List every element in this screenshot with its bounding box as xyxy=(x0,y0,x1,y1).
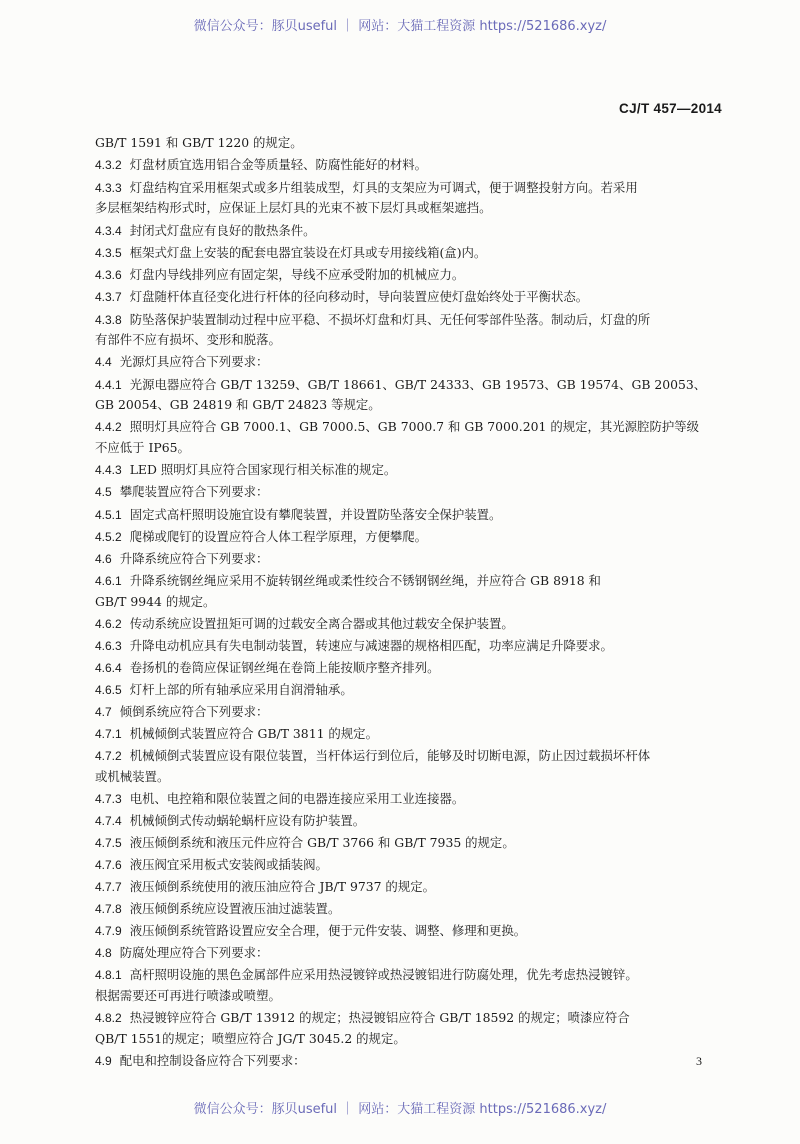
text-line xyxy=(95,573,601,589)
text-line xyxy=(95,180,638,196)
clause-text: 配电和控制设备应符合下列要求： xyxy=(119,1053,306,1068)
clause-text: 灯盘随杆体直径变化进行杆体的径向移动时，导向装置应使灯盘始终处于平衡状态。 xyxy=(129,289,589,304)
text-line xyxy=(95,726,378,742)
clause-number: 4.8 xyxy=(95,946,112,960)
text-line xyxy=(95,813,365,829)
clause-text: 灯盘结构宜采用框架式或多片组装成型，灯具的支架应为可调式，便于调整投射方向。若采用 xyxy=(129,180,638,195)
clause-text: 升降电动机应具有失电制动装置，转速应与减速器的规格相匹配，功率应满足升降要求。 xyxy=(129,638,613,653)
clause-text: 机械倾倒式装置应设有限位装置，当杆体运行到位后，能够及时切断电源，防止因过载损坏杆体 xyxy=(129,748,651,763)
page-number: 3 xyxy=(696,1054,702,1068)
clause-text: 攀爬装置应符合下列要求： xyxy=(119,484,269,499)
clause-text: 框架式灯盘上安装的配套电器宜装设在灯具或专用接线箱(盒)内。 xyxy=(129,245,487,260)
clause-text: 卷扬机的卷筒应保证钢丝绳在卷筒上能按顺序整齐排列。 xyxy=(129,660,440,675)
clause-text: 固定式高杆照明设施宜设有攀爬装置，并设置防坠落安全保护装置。 xyxy=(129,507,502,522)
clause-text: 光源电器应符合 GB/T 13259、GB/T 18661、GB/T 24333、GB 19573、GB 19574、GB 20053、 xyxy=(129,377,707,392)
watermark-banner-top: 微信公众号：豚贝useful ｜ 网站：大猫工程资源 https://521686.xyz/ xyxy=(193,19,607,34)
clause-number: 4.7.3 xyxy=(95,792,122,806)
clause-text: 爬梯或爬钉的设置应符合人体工程学原理，方便攀爬。 xyxy=(129,529,428,544)
clause-number: 4.3.3 xyxy=(95,181,122,195)
clause-number: 4.6.1 xyxy=(95,574,122,588)
clause-number: 4.7.4 xyxy=(95,814,122,828)
text-line xyxy=(95,1053,306,1069)
text-line xyxy=(95,245,486,261)
clause-text: 或机械装置。 xyxy=(95,769,170,784)
clause-number: 4.7.5 xyxy=(95,836,122,850)
clause-number: 4.7.7 xyxy=(95,880,122,894)
clause-text: 升降系统钢丝绳应采用不旋转钢丝绳或柔性绞合不锈钢钢丝绳，并应符合 GB 8918 和 xyxy=(129,573,601,588)
clause-number: 4.4.1 xyxy=(95,378,122,392)
clause-text: GB/T 1591 和 GB/T 1220 的规定。 xyxy=(95,135,303,150)
clause-number: 4.7.9 xyxy=(95,924,122,938)
text-line xyxy=(95,200,492,216)
clause-number: 4.8.2 xyxy=(95,1011,122,1025)
text-line xyxy=(95,551,268,567)
text-line xyxy=(95,704,268,720)
clause-number: 4.4 xyxy=(95,355,112,369)
clause-text: LED 照明灯具应符合国家现行相关标准的规定。 xyxy=(129,462,397,477)
clause-number: 4.6.3 xyxy=(95,639,122,653)
clause-text: 封闭式灯盘应有良好的散热条件。 xyxy=(129,223,316,238)
text-line xyxy=(95,901,340,917)
text-line xyxy=(95,397,381,413)
clause-number: 4.6 xyxy=(95,552,112,566)
clause-text: GB 20054、GB 24819 和 GB/T 24823 等规定。 xyxy=(95,397,381,412)
clause-text: 防腐处理应符合下列要求： xyxy=(119,945,269,960)
text-line xyxy=(95,440,190,456)
clause-text: 灯盘材质宜选用铝合金等质量轻、防腐性能好的材料。 xyxy=(129,157,428,172)
clause-number: 4.6.4 xyxy=(95,661,122,675)
text-line xyxy=(95,945,268,961)
clause-number: 4.4.2 xyxy=(95,420,122,434)
text-line xyxy=(95,312,650,328)
clause-text: 电机、电控箱和限位装置之间的电器连接应采用工业连接器。 xyxy=(129,791,465,806)
clause-text: 液压倾倒系统使用的液压油应符合 JB/T 9737 的规定。 xyxy=(129,879,435,894)
clause-number: 4.5.1 xyxy=(95,508,122,522)
clause-text: 照明灯具应符合 GB 7000.1、GB 7000.5、GB 7000.7 和 GB 7000.201 的规定，其光源腔防护等级 xyxy=(129,419,700,434)
clause-number: 4.6.5 xyxy=(95,683,122,697)
text-line xyxy=(95,354,268,370)
text-line xyxy=(95,835,515,851)
clause-text: 灯杆上部的所有轴承应采用自润滑轴承。 xyxy=(129,682,353,697)
text-line xyxy=(95,462,396,478)
text-line xyxy=(95,135,303,151)
clause-number: 4.5.2 xyxy=(95,530,122,544)
text-line xyxy=(95,791,464,807)
clause-text: 根据需要还可再进行喷漆或喷塑。 xyxy=(95,988,281,1003)
text-line xyxy=(95,377,706,393)
clause-number: 4.9 xyxy=(95,1054,112,1068)
clause-text: 防坠落保护装置制动过程中应平稳、不损坏灯盘和灯具、无任何零部件坠落。制动后，灯盘的所 xyxy=(129,312,651,327)
text-line xyxy=(95,616,514,632)
text-line xyxy=(95,419,699,435)
clause-text: GB/T 9944 的规定。 xyxy=(95,594,216,609)
text-line xyxy=(95,879,435,895)
clause-number: 4.3.8 xyxy=(95,313,122,327)
clause-text: 机械倾倒式传动蜗轮蜗杆应设有防护装置。 xyxy=(129,813,366,828)
watermark-banner-bottom: 微信公众号：豚贝useful ｜ 网站：大猫工程资源 https://521686.xyz/ xyxy=(193,1102,607,1117)
clause-text: 光源灯具应符合下列要求： xyxy=(119,354,269,369)
clause-number: 4.8.1 xyxy=(95,968,122,982)
clause-text: 灯盘内导线排列应有固定架，导线不应承受附加的机械应力。 xyxy=(129,267,465,282)
text-line xyxy=(95,594,215,610)
clause-number: 4.3.2 xyxy=(95,158,122,172)
text-line xyxy=(95,529,427,545)
clause-text: 液压倾倒系统和液压元件应符合 GB/T 3766 和 GB/T 7935 的规定。 xyxy=(129,835,515,850)
text-line xyxy=(95,157,427,173)
text-line xyxy=(95,923,526,939)
clause-text: 高杆照明设施的黑色金属部件应采用热浸镀锌或热浸镀铝进行防腐处理，优先考虑热浸镀锌。 xyxy=(129,967,638,982)
clause-number: 4.5 xyxy=(95,485,112,499)
clause-number: 4.7.6 xyxy=(95,858,122,872)
text-line xyxy=(95,267,464,283)
clause-text: 不应低于 IP65。 xyxy=(95,440,190,455)
text-line xyxy=(95,660,439,676)
text-line xyxy=(95,484,268,500)
clause-number: 4.3.7 xyxy=(95,290,122,304)
text-line xyxy=(95,857,328,873)
clause-number: 4.7.2 xyxy=(95,749,122,763)
clause-text: 液压倾倒系统管路设置应安全合理，便于元件安装、调整、修理和更换。 xyxy=(129,923,527,938)
clause-text: QB/T 1551的规定；喷塑应符合 JG/T 3045.2 的规定。 xyxy=(95,1031,406,1046)
clause-text: 液压阀宜采用板式安装阀或插装阀。 xyxy=(129,857,328,872)
clause-number: 4.6.2 xyxy=(95,617,122,631)
clause-number: 4.3.5 xyxy=(95,246,122,260)
clause-number: 4.3.6 xyxy=(95,268,122,282)
clause-number: 4.7 xyxy=(95,705,112,719)
text-line xyxy=(95,289,588,305)
document-code: CJ/T 457—2014 xyxy=(619,101,722,116)
text-line xyxy=(95,1010,630,1026)
text-line xyxy=(95,748,650,764)
clause-number: 4.7.8 xyxy=(95,902,122,916)
text-line xyxy=(95,1031,406,1047)
text-line xyxy=(95,682,353,698)
clause-text: 热浸镀锌应符合 GB/T 13912 的规定；热浸镀铝应符合 GB/T 18592 的规定；喷漆应符合 xyxy=(129,1010,630,1025)
text-line xyxy=(95,332,281,348)
text-line xyxy=(95,988,281,1004)
text-line xyxy=(95,967,638,983)
clause-text: 有部件不应有损坏、变形和脱落。 xyxy=(95,332,281,347)
text-line xyxy=(95,769,169,785)
clause-text: 机械倾倒式装置应符合 GB/T 3811 的规定。 xyxy=(129,726,378,741)
text-line xyxy=(95,507,501,523)
text-line xyxy=(95,638,613,654)
clause-number: 4.3.4 xyxy=(95,224,122,238)
clause-text: 多层框架结构形式时，应保证上层灯具的光束不被下层灯具或框架遮挡。 xyxy=(95,200,492,215)
clause-number: 4.4.3 xyxy=(95,463,122,477)
clause-text: 升降系统应符合下列要求： xyxy=(119,551,269,566)
clause-number: 4.7.1 xyxy=(95,727,122,741)
clause-text: 倾倒系统应符合下列要求： xyxy=(119,704,269,719)
clause-text: 液压倾倒系统应设置液压油过滤装置。 xyxy=(129,901,341,916)
clause-text: 传动系统应设置扭矩可调的过载安全离合器或其他过载安全保护装置。 xyxy=(129,616,514,631)
text-line xyxy=(95,223,316,239)
